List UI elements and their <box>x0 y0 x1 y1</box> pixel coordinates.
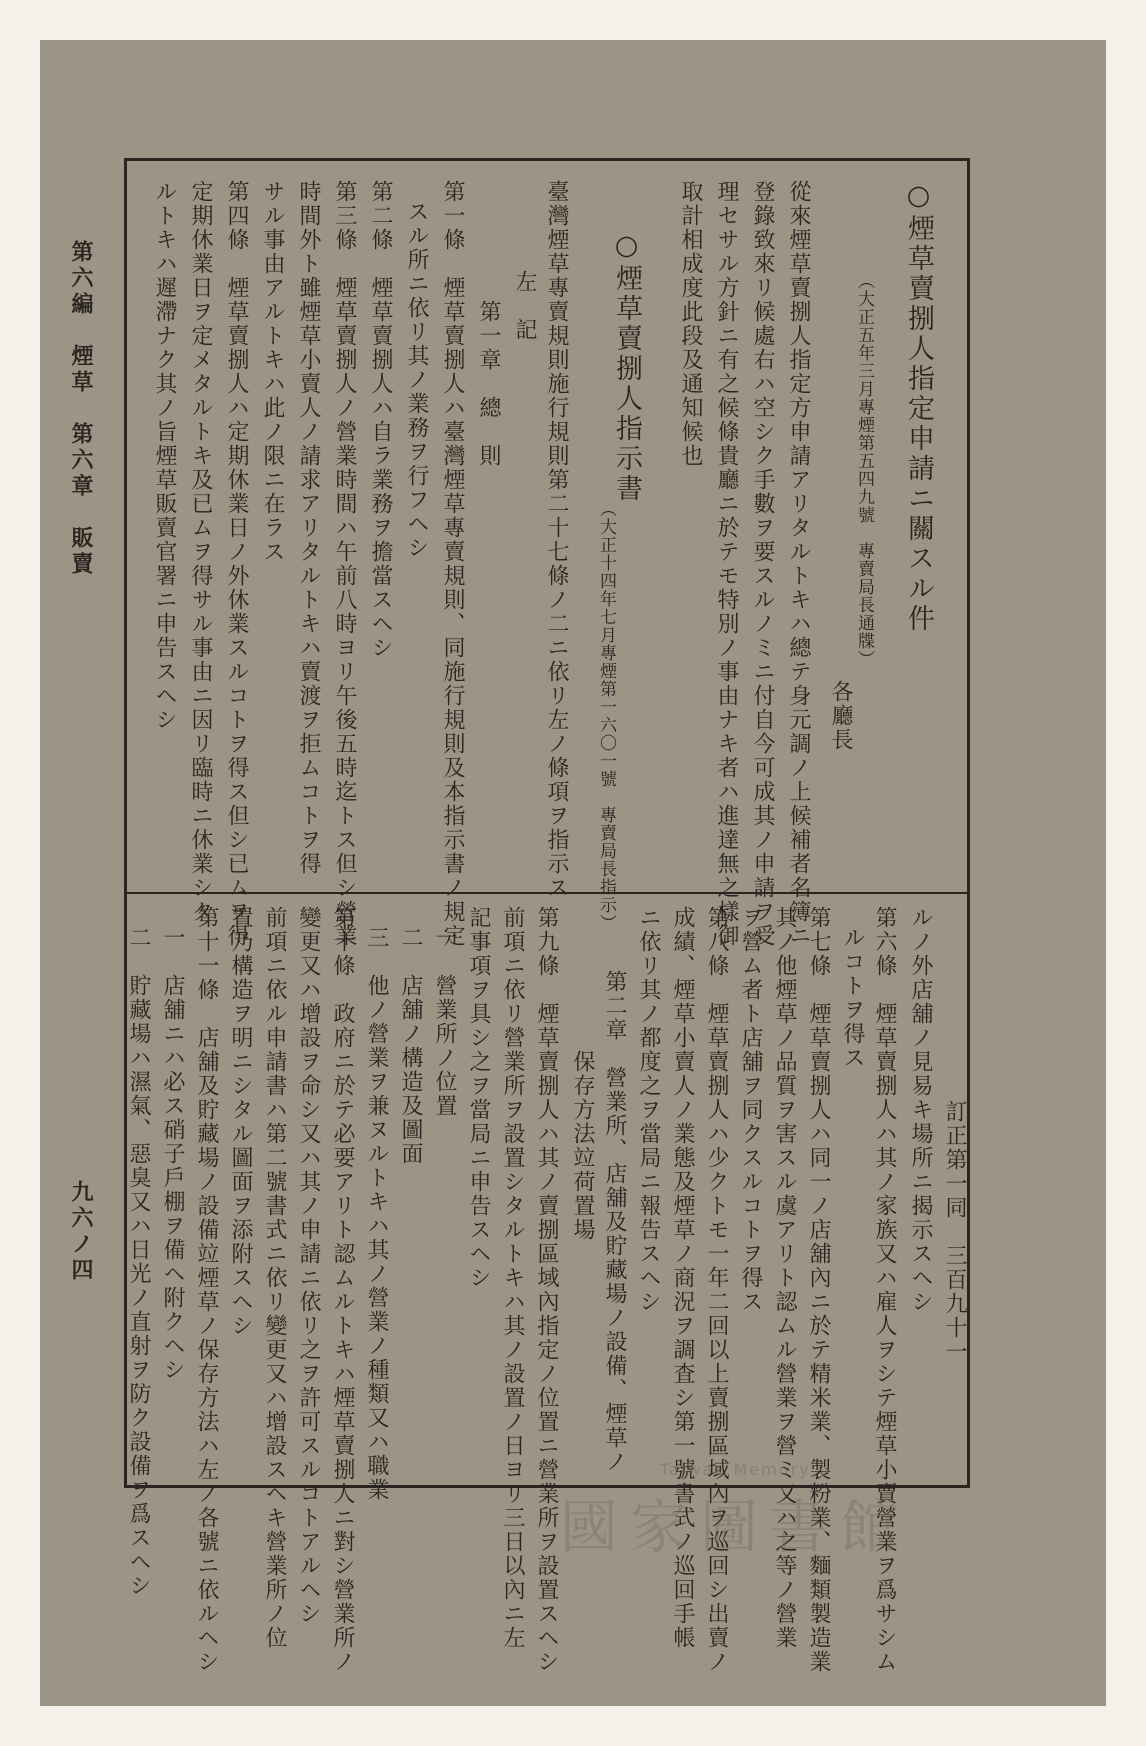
lower-line: 成績、煙草小賣人ノ業態及煙草ノ商況ヲ調査シ第一號書式ノ巡回手帳 <box>670 906 695 1650</box>
article-line: 第一條 煙草賣捌人ハ臺灣煙草專賣規則、同施行規則及本指示書ノ規定 <box>440 180 465 948</box>
lower-line: 第八條 煙草賣捌人ハ少クトモ一年二回以上賣捌區域內ヲ巡回シ出賣ノ <box>704 906 729 1674</box>
upper-line: 從來煙草賣捌人指定方申請アリタルトキハ總テ身元調ノ上候補者名簿ニ <box>786 180 811 948</box>
heading-left-note: 左 記 <box>512 270 537 342</box>
list-item: 三 他ノ營業ヲ兼ヌルトキハ其ノ營業ノ種類又ハ職業 <box>364 926 389 1502</box>
lower-line: 第七條 煙草賣捌人ハ同一ノ店舖內ニ於テ精米業、製粉業、麵類製造業 <box>806 906 831 1674</box>
lower-line: 第十條 政府ニ於テ必要アリト認ムルトキハ煙草賣捌人ニ對シ營業所ノ <box>330 906 355 1674</box>
list-item: 二 貯藏場ハ濕氣、惡臭又ハ日光ノ直射ヲ防ク設備ヲ爲スヘシ <box>126 926 151 1598</box>
chapter-heading-1: 第一章 總 則 <box>476 300 501 468</box>
page-header: 訂正第一同 三百九十一 <box>942 1100 967 1364</box>
lower-line: ニ依リ其ノ都度之ヲ當局ニ報告スヘシ <box>636 906 661 1314</box>
lower-line: 其ノ他煙草ノ品質ヲ害スル虞アリト認ムル營業ヲ營ミ又ハ之等ノ營業 <box>772 906 797 1650</box>
list-item: 一 店舖ニハ必ス硝子戶棚ヲ備ヘ附クヘシ <box>160 926 185 1382</box>
lower-line: 記事項ヲ具シ之ヲ當局ニ申告スヘシ <box>466 906 491 1290</box>
upper-line: 登錄致來リ候處右ハ空シク手數ヲ要スルノミニ付自今可成其ノ申請ヲ受 <box>750 180 775 948</box>
article-line: スル所ニ依リ其ノ業務ヲ行フヘシ <box>404 200 429 560</box>
article-line: ルトキハ遲滯ナク其ノ旨煙草販賣官署ニ申告スヘシ <box>152 180 177 732</box>
upper-line: 理セサル方針ニ有之候條貴廳ニ於テモ特別ノ事由ナキ者ハ進達無之樣御 <box>714 180 739 948</box>
chapter-heading-2: 第二章 營業所、店舖及貯藏場ノ設備、煙草ノ <box>602 970 627 1474</box>
lower-line: 前項ニ依リ營業所ヲ設置シタルトキハ其ノ設置ノ日ヨリ三日以內ニ左 <box>500 906 525 1650</box>
upper-line: 取計相成度此段及通知候也 <box>678 180 703 468</box>
lower-line: 第十一條 店舖及貯藏場ノ設備竝煙草ノ保存方法ハ左ノ各號ニ依ルヘシ <box>194 906 219 1674</box>
list-item: 一 營業所ノ位置 <box>432 926 457 1118</box>
section-title-1: ○煙草賣捌人指定申請ニ關スル件 <box>903 180 934 634</box>
chapter-heading-2-cont: 保存方法竝荷置場 <box>570 1050 595 1242</box>
lower-line: 前項ニ依ル申請書ハ第二號書式ニ依リ變更又ハ增設スヘキ營業所ノ位 <box>262 906 287 1650</box>
lower-line: 變更又ハ增設ヲ命シ又ハ其ノ申請ニ依リ之ヲ許可スルコトアルヘシ <box>296 906 321 1626</box>
section-title-2: ○煙草賣捌人指示書 <box>611 230 642 504</box>
article-line: 第四條 煙草賣捌人ハ定期休業日ノ外休業スルコトヲ得ス但シ已ムヲ得 <box>224 180 249 948</box>
page-background <box>40 40 1106 1706</box>
lower-line: 第九條 煙草賣捌人ハ其ノ賣捌區域內指定ノ位置ニ營業所ヲ設置スヘシ <box>534 906 559 1674</box>
page-footer-chapter: 第六編 煙草 第六章 販賣 <box>68 240 94 578</box>
upper-line: 臺灣煙草專賣規則施行規則第二十七條ノ二ニ依リ左ノ條項ヲ指示ス <box>544 180 569 900</box>
article-line: サル事由アルトキハ此ノ限ニ在ラス <box>260 180 285 564</box>
lower-line: ルノ外店舖ノ見易キ場所ニ揭示スヘシ <box>908 906 933 1314</box>
notice-reference-2: （大正十四年七月專煙第一六〇一號 專賣局長指示） <box>596 500 616 932</box>
watermark-text: 國家圖書館 <box>560 1493 911 1561</box>
lower-line: 置乃構造ヲ明ニシタル圖面ヲ添附スヘシ <box>228 906 253 1338</box>
notice-reference-1: （大正五年三月專煙第五四九號 專賣局長通牒） <box>854 272 874 668</box>
page-number: 九六ノ四 <box>68 1180 94 1284</box>
article-line: 第二條 煙草賣捌人ハ自ラ業務ヲ擔當スヘシ <box>368 180 393 660</box>
lower-line: 第六條 煙草賣捌人ハ其ノ家族又ハ雇人ヲシテ煙草小賣營業ヲ爲サシム <box>872 906 897 1674</box>
watermark-en: Taiwan Memory <box>660 1460 811 1479</box>
addressee: 各廳長 <box>828 680 853 752</box>
lower-line: ルコトヲ得ス <box>840 926 865 1070</box>
article-line: 第三條 煙草賣捌人ノ營業時間ハ午前八時ヨリ午後五時迄トス但シ營業 <box>332 180 357 948</box>
lower-line: ヲ營ム者ト店舖ヲ同クスルコトヲ得ス <box>738 906 763 1314</box>
list-item: 二 店舖ノ構造及圖面 <box>398 926 423 1166</box>
article-line: 時間外ト雖煙草小賣人ノ請求アリタルトキハ賣渡ヲ拒ムコトヲ得 <box>296 180 321 876</box>
article-line: 定期休業日ヲ定メタルトキ及已ムヲ得サル事由ニ因リ臨時ニ休業シタ <box>188 180 213 924</box>
